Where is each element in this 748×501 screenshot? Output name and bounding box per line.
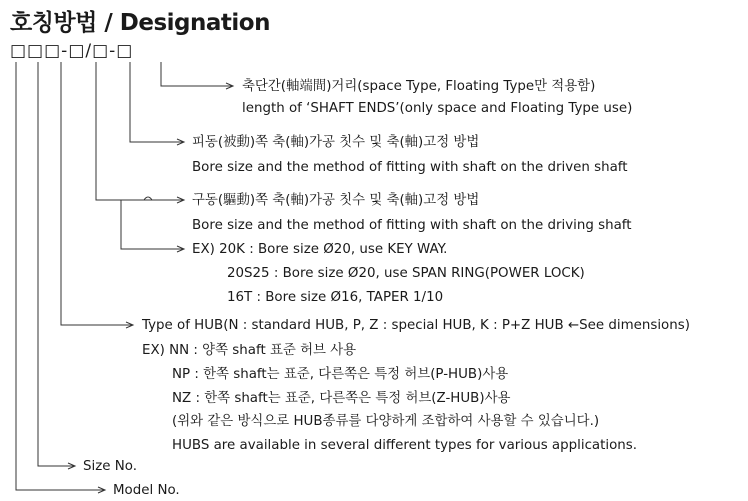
shaft-ends-en: length of ‘SHAFT ENDS’(only space and Floating Type use) [242, 101, 633, 116]
leader-driven [130, 62, 183, 142]
hub-type: Type of HUB(N : standard HUB, P, Z : special HUB, K : P+Z HUB ←See dimensions) [142, 318, 690, 333]
size-no-label: Size No. [83, 459, 137, 474]
leader-driving [96, 62, 183, 200]
driving-ko: 구동(驅動)쪽 축(軸)가공 칫수 및 축(軸)고정 방법 [192, 193, 480, 208]
hub-note-en: HUBS are available in several different types for various applications. [172, 438, 638, 453]
example-line-1: EX) 20K : Bore size Ø20, use KEY WAY. [192, 242, 448, 257]
model-no-label: Model No. [113, 483, 180, 498]
hub-example-2: NP : 한쪽 shaft는 표준, 다른쪽은 특정 허브(P-HUB)사용 [172, 367, 509, 382]
hub-example-3: NZ : 한쪽 shaft는 표준, 다른쪽은 특정 허브(Z-HUB)사용 [172, 391, 511, 406]
designation-code: □□□-□/□-□ [10, 41, 134, 61]
example-line-2: 20S25 : Bore size Ø20, use SPAN RING(POWER LOCK) [227, 266, 585, 281]
driven-en: Bore size and the method of fitting with shaft on the driven shaft [192, 160, 628, 175]
hub-note-ko: (위와 같은 방식으로 HUB종류를 다양하게 조합하여 사용할 수 있습니다.) [172, 414, 600, 429]
driven-ko: 피동(被動)쪽 축(軸)가공 칫수 및 축(軸)고정 방법 [192, 135, 480, 150]
leader-model [16, 62, 104, 490]
leader-examples [121, 200, 183, 249]
driving-en: Bore size and the method of fitting with shaft on the driving shaft [192, 218, 632, 233]
shaft-ends-ko: 축단간(軸端間)거리(space Type, Floating Type만 적용함) [242, 79, 596, 94]
leader-shaft-ends [161, 62, 232, 86]
page-title: 호칭방법 / Designation [10, 10, 270, 36]
leader-size [38, 62, 74, 466]
hub-example-1: EX) NN : 양쪽 shaft 표준 허브 사용 [142, 343, 357, 358]
example-line-3: 16T : Bore size Ø16, TAPER 1/10 [227, 290, 444, 305]
